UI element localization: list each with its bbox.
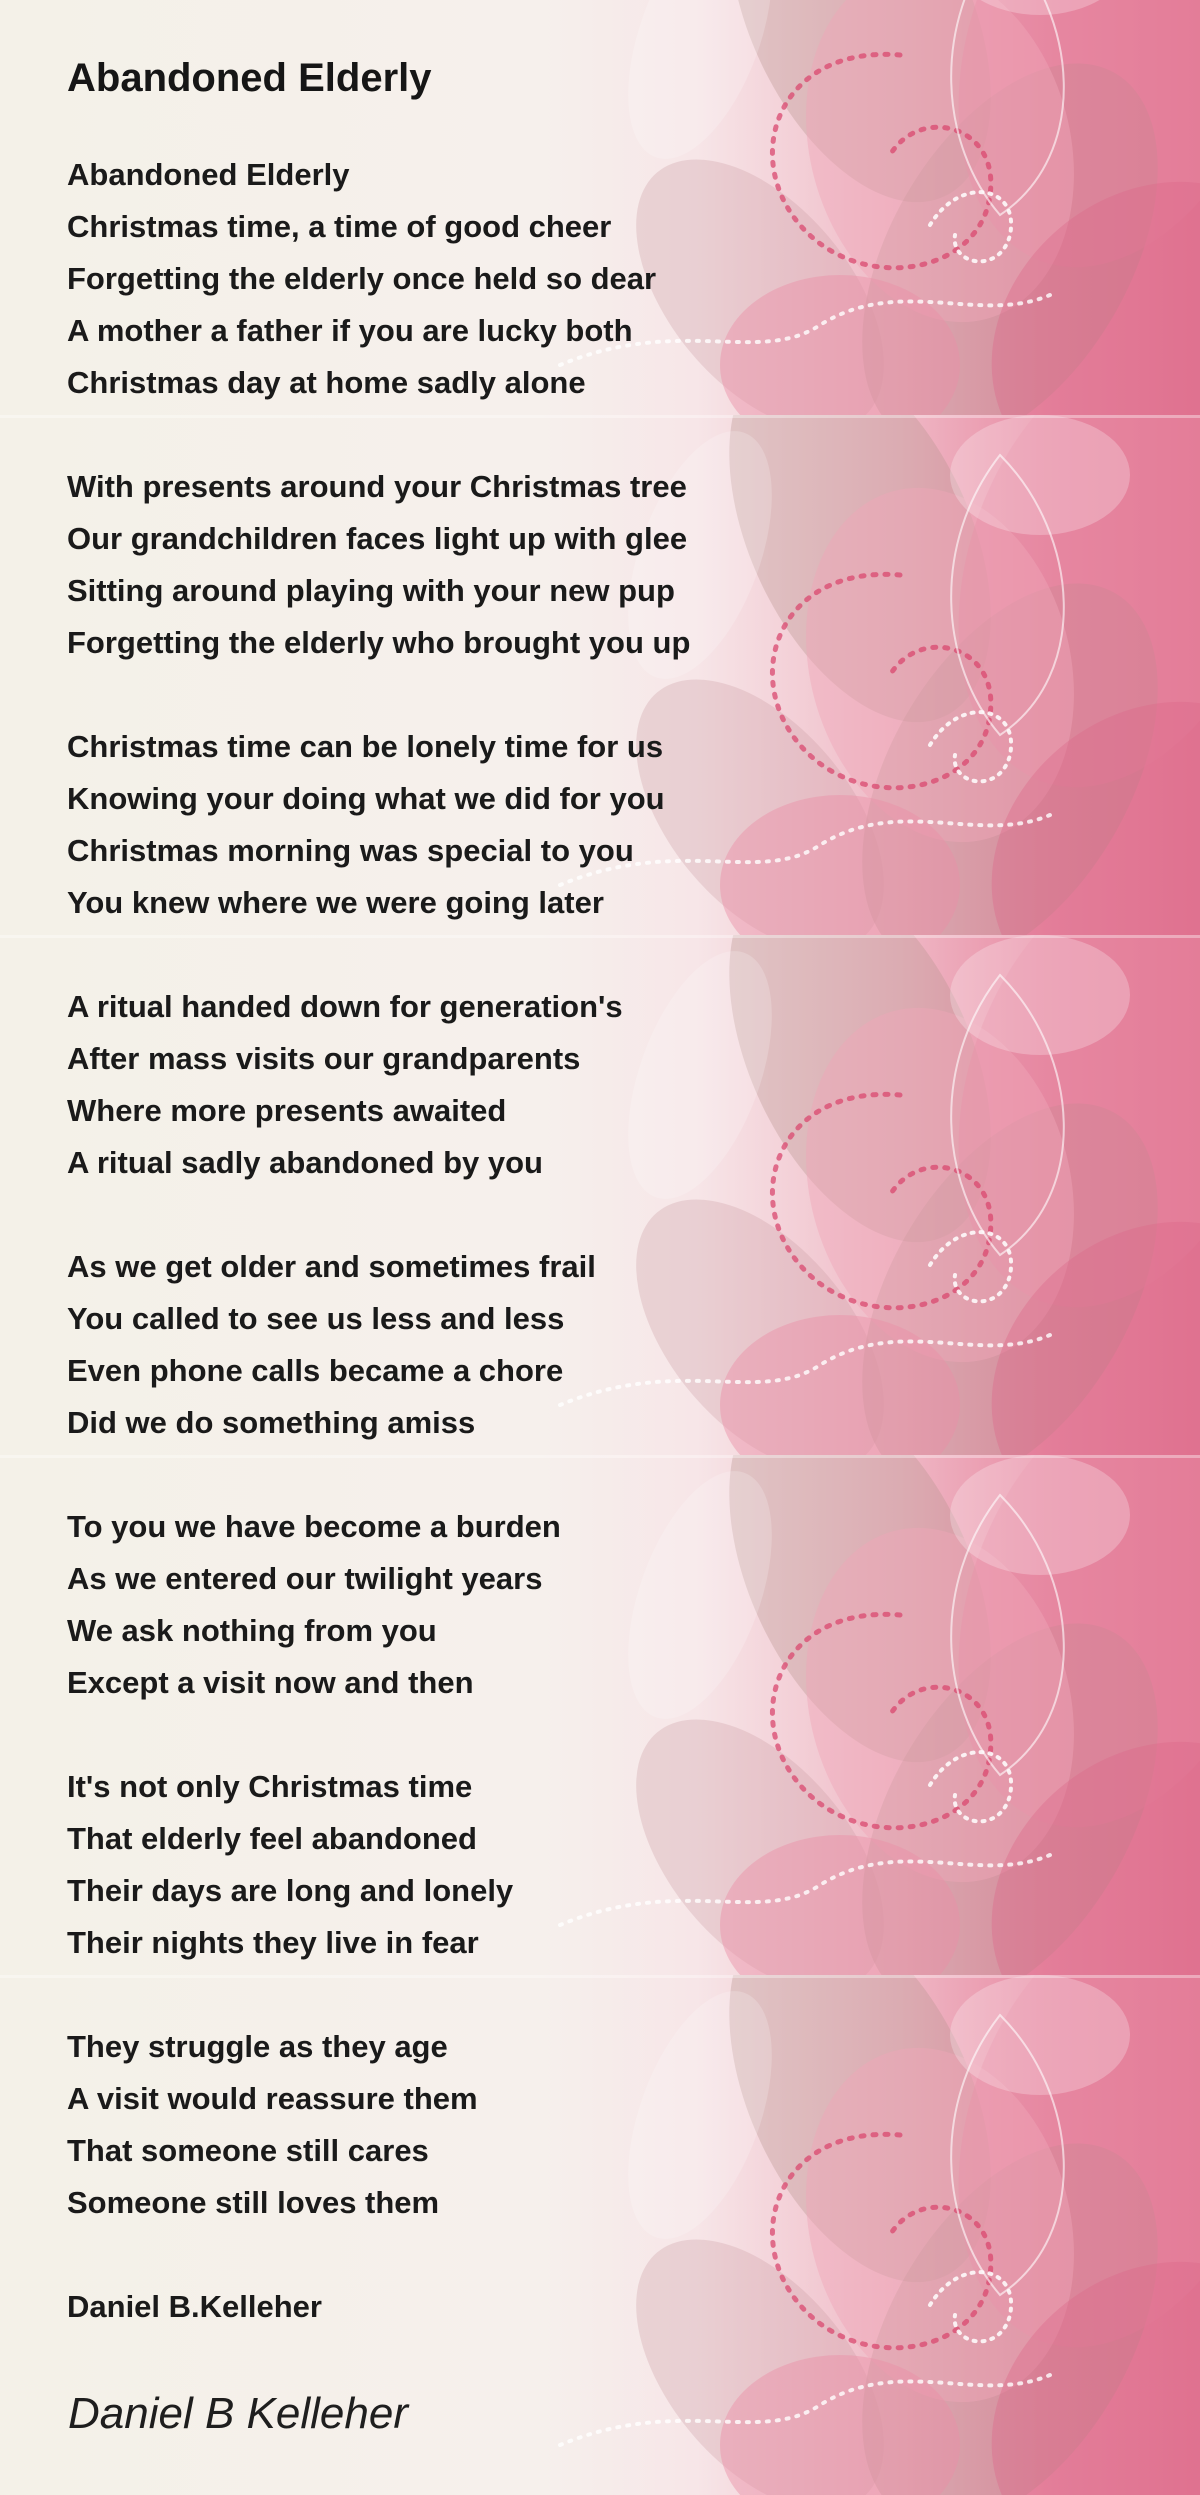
- poem-line: With presents around your Christmas tree: [67, 469, 687, 504]
- poem-line: Christmas day at home sadly alone: [67, 365, 586, 400]
- poem-line: Where more presents awaited: [67, 1093, 507, 1128]
- poem-line: That someone still cares: [67, 2133, 429, 2168]
- poem-line: Christmas time can be lonely time for us: [67, 729, 664, 764]
- band-divider: [0, 415, 1200, 418]
- band-divider: [0, 1975, 1200, 1978]
- poem-line: Christmas morning was special to you: [67, 833, 634, 868]
- poem-line: Knowing your doing what we did for you: [67, 781, 665, 816]
- poem-line: Did we do something amiss: [67, 1405, 476, 1440]
- poem-line: A visit would reassure them: [67, 2081, 478, 2116]
- band-divider: [0, 935, 1200, 938]
- poem-line: Forgetting the elderly once held so dear: [67, 261, 657, 296]
- poem-line: To you we have become a burden: [67, 1509, 561, 1544]
- poem-line: Someone still loves them: [67, 2185, 440, 2220]
- poem-line: Even phone calls became a chore: [67, 1353, 564, 1388]
- poem-line: After mass visits our grandparents: [67, 1041, 581, 1076]
- poem-line: Sitting around playing with your new pup: [67, 573, 675, 608]
- band-divider: [0, 1455, 1200, 1458]
- poem-line: As we entered our twilight years: [67, 1561, 543, 1596]
- poem-line: A ritual sadly abandoned by you: [67, 1145, 543, 1180]
- poem-line: Our grandchildren faces light up with glee: [67, 521, 688, 556]
- poem-line: Abandoned Elderly: [67, 157, 350, 192]
- page-title: Abandoned Elderly: [67, 56, 432, 100]
- poem-line: They struggle as they age: [67, 2029, 448, 2064]
- poem-line: Christmas time, a time of good cheer: [67, 209, 612, 244]
- poem-line: As we get older and sometimes frail: [67, 1249, 596, 1284]
- poem-line: A mother a father if you are lucky both: [67, 313, 633, 348]
- poem-line: A ritual handed down for generation's: [67, 989, 623, 1024]
- poem-line: Daniel B.Kelleher: [67, 2289, 322, 2324]
- poem-line: You called to see us less and less: [67, 1301, 565, 1336]
- author-signature: Daniel B Kelleher: [68, 2389, 408, 2438]
- poem-line: Their nights they live in fear: [67, 1925, 479, 1960]
- poem-line: We ask nothing from you: [67, 1613, 437, 1648]
- poem-line: Forgetting the elderly who brought you up: [67, 625, 691, 660]
- poem-line: It's not only Christmas time: [67, 1769, 473, 1804]
- poem-line: Their days are long and lonely: [67, 1873, 514, 1908]
- poem-line: You knew where we were going later: [67, 885, 604, 920]
- poem-line: That elderly feel abandoned: [67, 1821, 477, 1856]
- poem-line: Except a visit now and then: [67, 1665, 474, 1700]
